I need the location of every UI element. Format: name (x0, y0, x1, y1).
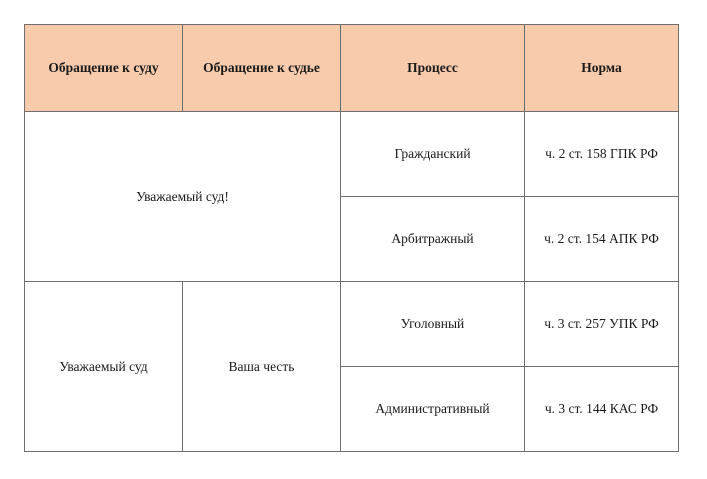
norm-cell: ч. 2 ст. 154 АПК РФ (525, 197, 679, 282)
judge-address-cell: Ваша честь (183, 282, 341, 452)
table-header-row (25, 25, 679, 112)
norm-cell: ч. 2 ст. 158 ГПК РФ (525, 112, 679, 197)
norm-cell: ч. 3 ст. 257 УПК РФ (525, 282, 679, 367)
court-address-norms-table (24, 24, 679, 452)
court-address-cell: Уважаемый суд (25, 282, 183, 452)
table-row (25, 112, 679, 197)
process-cell: Арбитражный (341, 197, 525, 282)
process-cell: Административный (341, 367, 525, 452)
header-judge-address: Обращение к судье (183, 25, 341, 112)
process-cell: Уголовный (341, 282, 525, 367)
header-process: Процесс (341, 25, 525, 112)
address-merged-cell: Уважаемый суд! (25, 112, 341, 282)
table-row (25, 282, 679, 367)
process-cell: Гражданский (341, 112, 525, 197)
header-court-address: Обращение к суду (25, 25, 183, 112)
norm-cell: ч. 3 ст. 144 КАС РФ (525, 367, 679, 452)
header-norm: Норма (525, 25, 679, 112)
